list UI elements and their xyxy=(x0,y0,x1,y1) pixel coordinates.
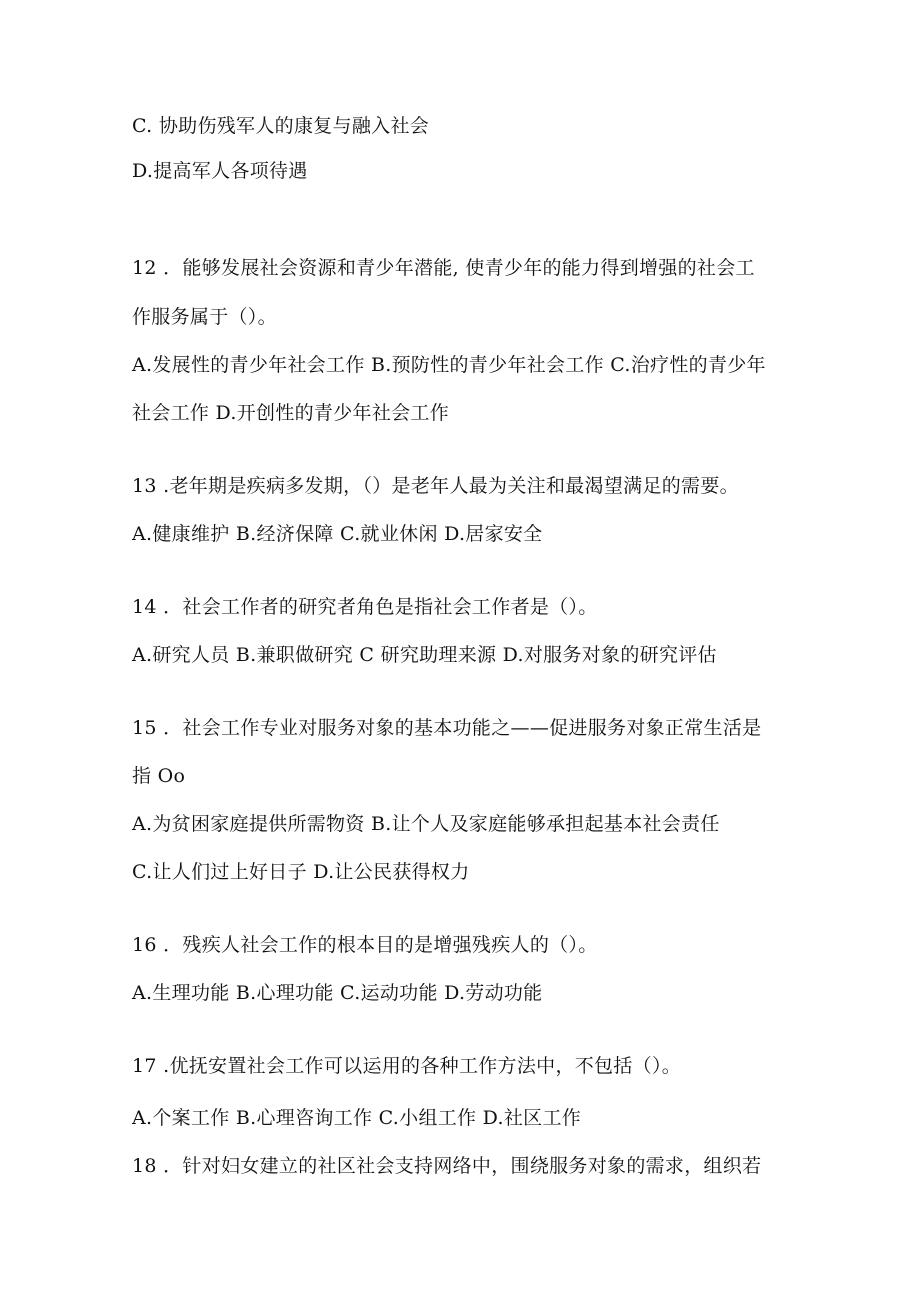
question-15-options-line-1: A.为贫困家庭提供所需物资 B.让个人及家庭能够承担起基本社会责任 xyxy=(132,813,720,835)
question-15-line-1: 15 ．社会工作专业对服务对象的基本功能之——促进服务对象正常生活是 xyxy=(132,717,762,739)
question-13: 13 .老年期是疾病多发期，（）是老年人最为关注和最渴望满足的需要。 xyxy=(132,475,739,497)
question-12-options-line-2: 社会工作 D.开创性的青少年社会工作 xyxy=(132,402,450,424)
question-17-options: A.个案工作 B.心理咨询工作 C.小组工作 D.社区工作 xyxy=(132,1107,582,1129)
option-c-q11: C. 协助伤残军人的康复与融入社会 xyxy=(132,115,430,137)
question-16: 16 ．残疾人社会工作的根本目的是增强残疾人的（）。 xyxy=(132,934,598,956)
question-12-line-2: 作服务属于（）。 xyxy=(132,306,277,328)
question-12-options-line-1: A.发展性的青少年社会工作 B.预防性的青少年社会工作 C.治疗性的青少年 xyxy=(132,354,766,376)
question-15-line-2: 指 Oo xyxy=(132,765,186,787)
question-15-options-line-2: C.让人们过上好日子 D.让公民获得权力 xyxy=(132,861,470,883)
question-12-line-1: 12 ．能够发展社会资源和青少年潜能, 使青少年的能力得到增强的社会工 xyxy=(132,257,755,279)
question-14-options: A.研究人员 B.兼职做研究 C 研究助理来源 D.对服务对象的研究评估 xyxy=(132,644,717,666)
option-d-q11: D.提高军人各项待遇 xyxy=(132,160,308,182)
question-18-line-1: 18 ．针对妇女建立的社区社会支持网络中，围绕服务对象的需求，组织若 xyxy=(132,1155,762,1177)
question-14: 14 ．社会工作者的研究者角色是指社会工作者是（）。 xyxy=(132,596,598,618)
question-13-options: A.健康维护 B.经济保障 C.就业休闲 D.居家安全 xyxy=(132,523,543,545)
question-16-options: A.生理功能 B.心理功能 C.运动功能 D.劳动功能 xyxy=(132,982,543,1004)
question-17: 17 .优抚安置社会工作可以运用的各种工作方法中，不包括（）。 xyxy=(132,1055,682,1077)
